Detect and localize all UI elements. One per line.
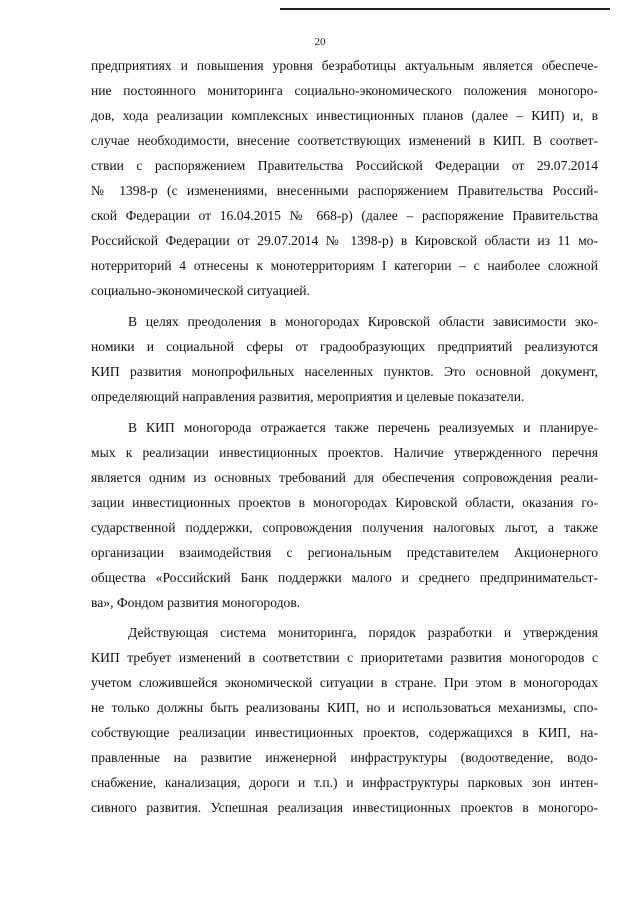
text-line: В КИП моногорода отражается также перечень реализуемых и планируе- xyxy=(128,420,598,435)
text-line: не только должны быть реализованы КИП, но и использоваться механизмы, спо- xyxy=(91,700,598,715)
text-line: Российской Федерации от 29.07.2014 № 1398-р) в Кировской области из 11 мо- xyxy=(91,233,598,248)
text-line: является одним из основных требований для обеспечения сопровождения реали- xyxy=(91,470,598,485)
text-line: мых к реализации инвестиционных проектов. Наличие утвержденного перечня xyxy=(91,445,598,460)
text-line: сударственной поддержки, сопровождения получения налоговых льгот, а также xyxy=(91,520,598,535)
page-number: 20 xyxy=(314,36,326,48)
text-line: КИП развития монопрофильных населенных пунктов. Это основной документ, xyxy=(91,364,598,379)
text-line: дов, хода реализации комплексных инвестиционных планов (далее – КИП) и, в xyxy=(91,108,598,123)
text-line: зации инвестиционных проектов в моногородах Кировской области, оказания го- xyxy=(91,495,598,510)
text-line: нотерриторий 4 отнесены к монотерриториям I категории – с наиболее сложной xyxy=(91,258,598,273)
text-line: предприятиях и повышения уровня безработицы актуальным является обеспече- xyxy=(91,58,598,73)
text-line: КИП требует изменений в соответствии с приоритетами развития моногородов с xyxy=(91,650,598,665)
text-line: № 1398-р (с изменениями, внесенными распоряжением Правительства Россий- xyxy=(91,183,598,198)
text-line: ствии с распоряжением Правительства Российской Федерации от 29.07.2014 xyxy=(91,158,598,173)
text-line: ние постоянного мониторинга социально-экономического положения моногоро- xyxy=(91,83,598,98)
text-line: определяющий направления развития, мероприятия и целевые показатели. xyxy=(91,389,525,404)
text-line: ва», Фондом развития моногородов. xyxy=(91,595,301,610)
text-line: организации взаимодействия с региональным представителем Акционерного xyxy=(91,545,598,560)
text-line: правленные на развитие инженерной инфраструктуры (водоотведение, водо- xyxy=(91,750,598,765)
text-line: учетом сложившейся экономической ситуации в стране. При этом в моногородах xyxy=(91,675,598,690)
text-line: номики и социальной сферы от градообразующих предприятий реализуются xyxy=(91,339,598,354)
top-rule xyxy=(280,8,610,10)
text-line: собствующие реализации инвестиционных проектов, содержащихся в КИП, на- xyxy=(91,725,598,740)
text-line: снабжение, канализация, дороги и т.п.) и инфраструктуры парковых зон интен- xyxy=(91,775,598,790)
text-line: Действующая система мониторинга, порядок разработки и утверждения xyxy=(128,625,598,640)
text-line: В целях преодоления в моногородах Кировской области зависимости эко- xyxy=(128,314,598,329)
text-line: социально-экономической ситуацией. xyxy=(91,283,310,298)
text-line: случае необходимости, внесение соответствующих изменений в КИП. В соответ- xyxy=(91,133,598,148)
text-line: общества «Российский Банк поддержки малого и среднего предпринимательст- xyxy=(91,570,598,585)
text-line: ской Федерации от 16.04.2015 № 668-р) (далее – распоряжение Правительства xyxy=(91,208,598,223)
text-line: сивного развития. Успешная реализация инвестиционных проектов в моногоро- xyxy=(91,800,598,815)
